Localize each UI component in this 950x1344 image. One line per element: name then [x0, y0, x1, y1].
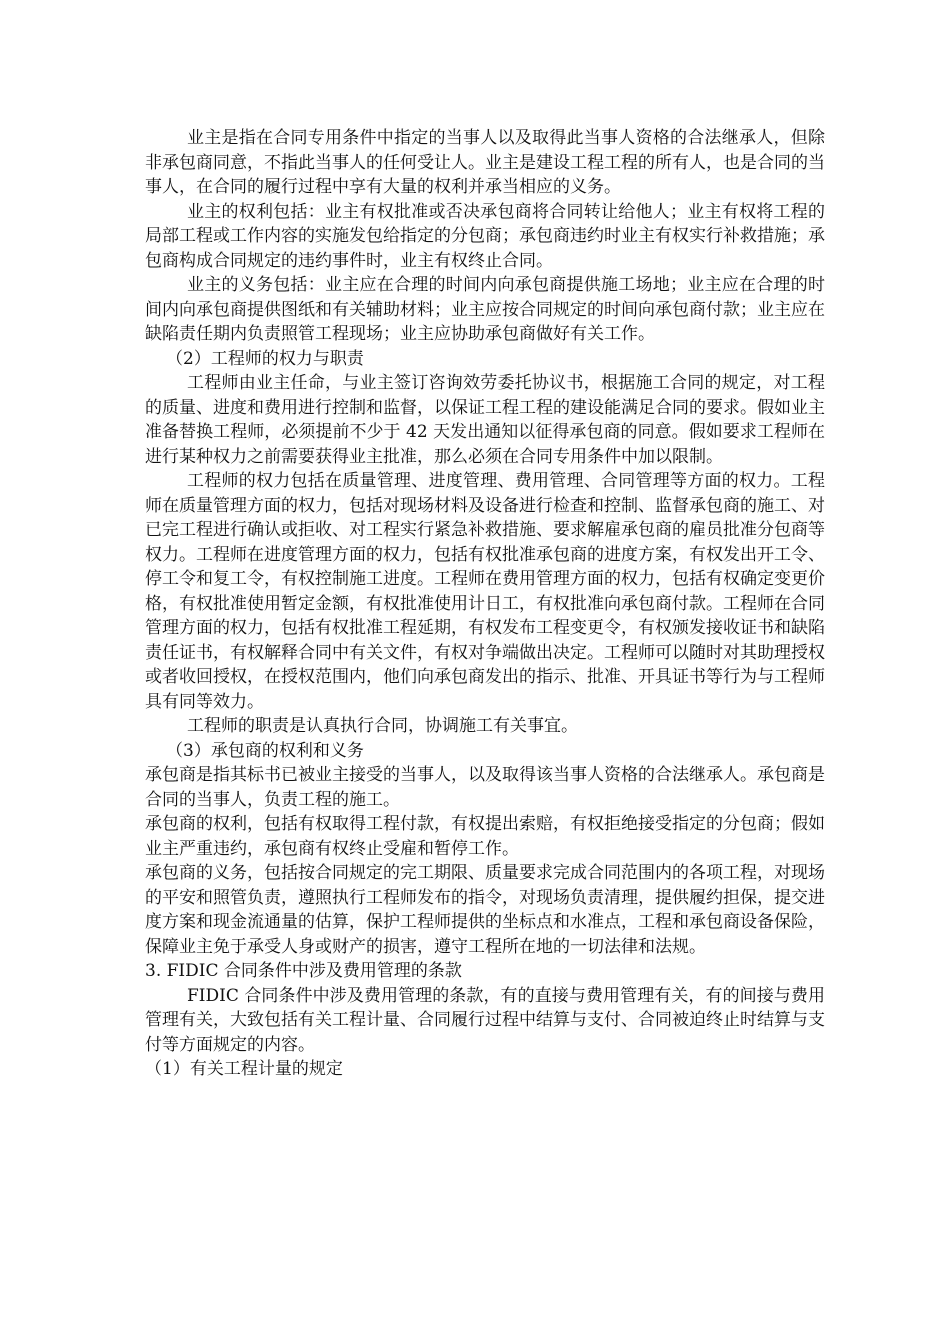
heading-engineer-powers: （2）工程师的权力与职责 — [166, 348, 364, 369]
paragraph-contractor-definition: 承包商是指其标书已被业主接受的当事人，以及取得该当事人资格的合法继承人。承包商是合同的当事人，负责工程的施工。 — [145, 765, 825, 810]
paragraph-engineer-powers-detail: 工程师的权力包括在质量管理、进度管理、费用管理、合同管理等方面的权力。工程师在质量管理方面的权力，包括对现场材料及设备进行检查和控制、监督承包商的施工、对已完工程进行确认或拒收、对工程实行紧急补救措施、要求解雇承包商的雇员批准分包商等权力。工程师在进度管理方面的权力，包括有权批准承包商的进度方案，有权发出开工令、停工令和复工令，有权控制施工进度。工程师在费用管理方面的权力，包括有权确定变更价格，有权批准使用暂定金额，有权批准使用计日工，有权批准向承包商付款。工程师在合同管理方面的权力，包括有权批准工程延期，有权发布工程变更令，有权颁发接收证书和缺陷责任证书，有权解释合同中有关文件，有权对争端做出决定。工程师可以随时对其助理授权或者收回授权，在授权范围内，他们向承包商发出的指示、批准、开具证书等行为与工程师具有同等效力。 — [145, 471, 825, 712]
paragraph-contractor-obligations: 承包商的义务，包括按合同规定的完工期限、质量要求完成合同范围内的各项工程，对现场的平安和照管负责，遵照执行工程师发布的指令，对现场负责清理，提供履约担保，提交进度方案和现金流通量的估算，保护工程师提供的坐标点和水准点，工程和承包商设备保险，保障业主免于承受人身或财产的损害，遵守工程所在地的一切法律和法规。 — [145, 863, 825, 957]
paragraph-contractor-rights: 承包商的权利，包括有权取得工程付款，有权提出索赔，有权拒绝接受指定的分包商；假如业主严重违约，承包商有权终止受雇和暂停工作。 — [145, 814, 825, 859]
heading-measurement-rules: （1）有关工程计量的规定 — [145, 1059, 343, 1079]
paragraph-engineer-duties: 工程师的职责是认真执行合同，协调施工有关事宜。 — [187, 716, 578, 736]
paragraph-engineer-appointment: 工程师由业主任命，与业主签订咨询效劳委托协议书，根据施工合同的规定，对工程的质量、进度和费用进行控制和监督，以保证工程工程的建设能满足合同的要求。假如业主准备替换工程师，必须提前不少于 42 天发出通知以征得承包商的同意。假如要求工程师在进行某种权力之前需要获得业主批准，那么必须在合同专用条件中加以限制。 — [145, 373, 825, 467]
paragraph-owner-rights: 业主的权利包括：业主有权批准或否决承包商将合同转让给他人；业主有权将工程的局部工程或工作内容的实施发包给指定的分包商；承包商违约时业主有权实行补救措施；承包商构成合同规定的违约事件时，业主有权终止合同。 — [145, 201, 825, 271]
paragraph-owner-obligations: 业主的义务包括：业主应在合理的时间内向承包商提供施工场地；业主应在合理的时间内向承包商提供图纸和有关辅助材料；业主应按合同规定的时间向承包商付款；业主应在缺陷责任期内负责照管工程现场；业主应协助承包商做好有关工作。 — [145, 275, 825, 344]
heading-contractor-rights: （3）承包商的权利和义务 — [166, 740, 364, 761]
heading-fidic-cost-clauses: 3. FIDIC 合同条件中涉及费用管理的条款 — [145, 961, 462, 981]
document-body — [145, 126, 825, 1082]
paragraph-fidic-cost-intro: FIDIC 合同条件中涉及费用管理的条款，有的直接与费用管理有关，有的间接与费用管理有关，大致包括有关工程计量、合同履行过程中结算与支付、合同被迫终止时结算与支付等方面规定的内容。 — [145, 985, 825, 1055]
paragraph-owner-definition: 业主是指在合同专用条件中指定的当事人以及取得此当事人资格的合法继承人，但除非承包商同意，不指此当事人的任何受让人。业主是建设工程工程的所有人，也是合同的当事人，在合同的履行过程中享有大量的权利并承当相应的义务。 — [145, 128, 825, 197]
